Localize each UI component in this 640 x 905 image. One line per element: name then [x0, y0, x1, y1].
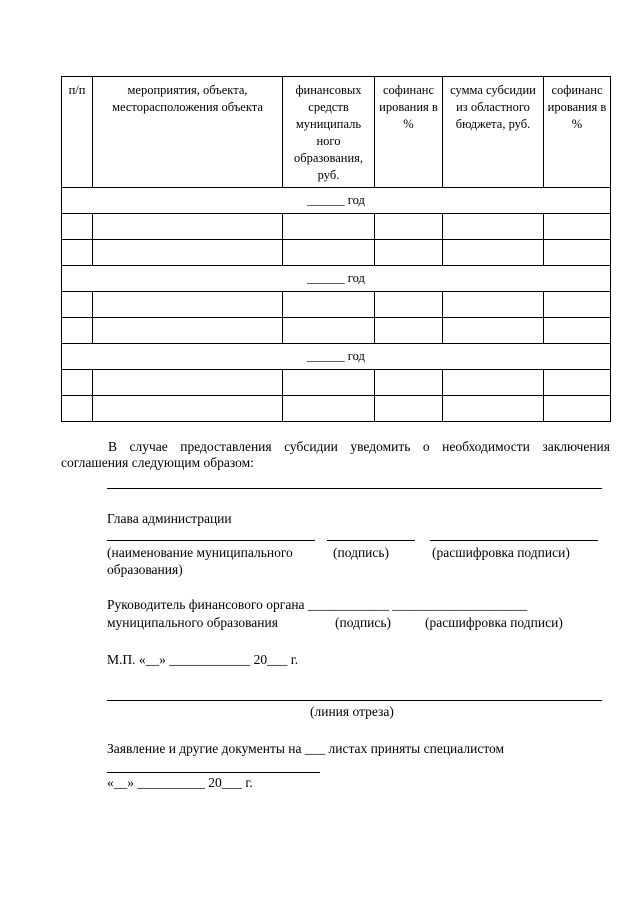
empty-cell — [62, 214, 93, 240]
table-row — [62, 370, 611, 396]
table-row — [62, 318, 611, 344]
empty-cell — [93, 240, 283, 266]
documents-received-text: Заявление и другие документы на ___ листах приняты специалистом — [107, 741, 505, 756]
table-header-row — [62, 77, 611, 188]
notification-paragraph — [61, 439, 610, 471]
empty-cell — [283, 318, 375, 344]
header-cell-municipal-funds: финансовых средств муниципаль ного образования, руб. — [283, 77, 375, 188]
empty-cell — [443, 240, 544, 266]
empty-cell — [283, 214, 375, 240]
table-row — [62, 240, 611, 266]
finance-org-caption: муниципального образования — [107, 615, 278, 630]
notification-method-line — [107, 488, 602, 489]
empty-cell — [544, 292, 611, 318]
table-row — [62, 292, 611, 318]
cut-line — [107, 700, 602, 701]
empty-cell — [443, 292, 544, 318]
empty-cell — [283, 292, 375, 318]
empty-cell — [443, 370, 544, 396]
empty-cell — [62, 396, 93, 422]
empty-cell — [375, 240, 443, 266]
empty-cell — [62, 292, 93, 318]
paragraph-line-2: соглашения следующим образом: — [61, 455, 254, 470]
empty-cell — [375, 396, 443, 422]
empty-cell — [283, 370, 375, 396]
table-row — [62, 396, 611, 422]
finance-signature-caption: (подпись) — [335, 615, 392, 630]
header-cell-number: п/п — [62, 77, 93, 188]
municipality-name-caption-cont: образования) — [107, 562, 183, 577]
empty-cell — [62, 370, 93, 396]
year-cell: ______ год — [62, 344, 611, 370]
empty-cell — [544, 240, 611, 266]
empty-cell — [62, 318, 93, 344]
received-date-line: «__» __________ 20___ г. — [107, 775, 253, 790]
table-row — [62, 214, 611, 240]
specialist-line — [107, 772, 320, 773]
empty-cell — [375, 214, 443, 240]
empty-cell — [544, 396, 611, 422]
header-cell-event: мероприятия, объекта, месторасположения объекта — [93, 77, 283, 188]
empty-cell — [93, 292, 283, 318]
empty-cell — [544, 318, 611, 344]
empty-cell — [93, 396, 283, 422]
empty-cell — [375, 318, 443, 344]
empty-cell — [93, 318, 283, 344]
signature-caption: (подпись) — [333, 545, 390, 560]
head-of-administration-title: Глава администрации — [107, 511, 232, 526]
empty-cell — [544, 370, 611, 396]
signature-decode-caption: (расшифровка подписи) — [432, 545, 570, 560]
year-row — [62, 266, 611, 292]
finance-decode-caption: (расшифровка подписи) — [425, 615, 563, 630]
municipality-name-line — [107, 540, 315, 541]
empty-cell — [93, 370, 283, 396]
header-cell-cofinancing-percent-2: софинанс ирования в % — [544, 77, 611, 188]
subsidy-table — [61, 76, 611, 422]
empty-cell — [375, 370, 443, 396]
year-row — [62, 344, 611, 370]
year-cell: ______ год — [62, 266, 611, 292]
header-cell-cofinancing-percent: софинанс ирования в % — [375, 77, 443, 188]
empty-cell — [443, 318, 544, 344]
empty-cell — [62, 240, 93, 266]
signature-decode-line — [430, 540, 598, 541]
signature-line — [327, 540, 415, 541]
empty-cell — [375, 292, 443, 318]
stamp-date-line: М.П. «__» ____________ 20___ г. — [107, 652, 299, 667]
year-cell: ______ год — [62, 188, 611, 214]
empty-cell — [443, 214, 544, 240]
empty-cell — [283, 240, 375, 266]
paragraph-line-1: В случае предоставления субсидии уведомить о необходимости заключения — [108, 439, 610, 454]
header-cell-subsidy-sum: сумма субсидии из областного бюджета, руб. — [443, 77, 544, 188]
year-row — [62, 188, 611, 214]
cut-line-caption: (линия отреза) — [310, 704, 394, 719]
municipality-name-caption: (наименование муниципального — [107, 545, 293, 560]
finance-head-line: Руководитель финансового органа ____________ ____________________ — [107, 597, 528, 612]
empty-cell — [443, 396, 544, 422]
empty-cell — [544, 214, 611, 240]
empty-cell — [93, 214, 283, 240]
empty-cell — [283, 396, 375, 422]
